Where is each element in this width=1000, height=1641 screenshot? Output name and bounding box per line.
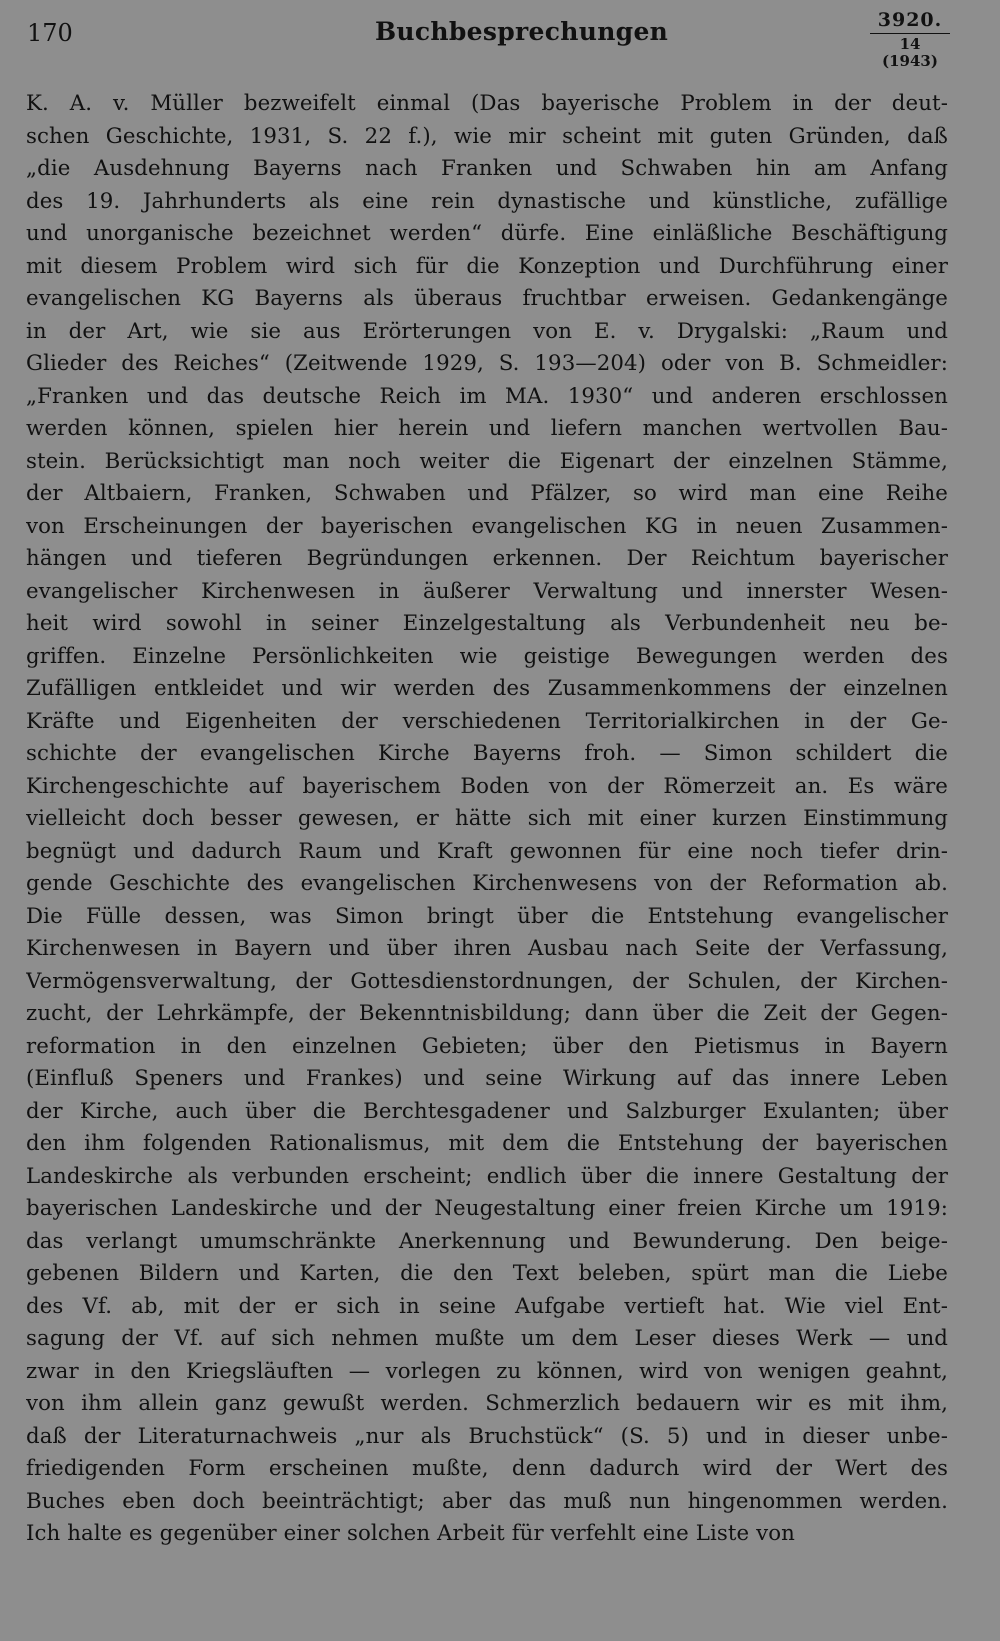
- text-line: werden können, spielen hier herein und liefern manchen wertvollen Bau-: [26, 416, 948, 441]
- text-line: „die Ausdehnung Bayerns nach Franken und Schwaben hin am Anfang: [26, 156, 948, 181]
- text-line: bayerischen Landeskirche und der Neugestaltung einer freien Kirche um 1919:: [26, 1196, 948, 1221]
- text-line: begnügt und dadurch Raum und Kraft gewonnen für eine noch tiefer drin-: [26, 838, 948, 864]
- text-line: den ihm folgenden Rationalismus, mit dem die Entstehung der bayerischen: [26, 1131, 948, 1156]
- journal-rule: [870, 33, 950, 34]
- text-line: vielleicht doch besser gewesen, er hätte sich mit einer kurzen Einstimmung: [26, 806, 948, 831]
- text-line: stein. Berücksichtigt man noch weiter die Eigenart der einzelnen Stämme,: [26, 448, 948, 474]
- text-line: und unorganische bezeichnet werden“ dürfe. Eine einläßliche Beschäftigung: [26, 221, 948, 246]
- text-line: das verlangt umumschränkte Anerkennung und Bewunderung. Den beige-: [26, 1228, 948, 1254]
- text-line: Glieder des Reiches“ (Zeitwende 1929, S. 193—204) oder von B. Schmeidler:: [26, 351, 948, 376]
- text-line: Zufälligen entkleidet und wir werden des Zusammenkommens der einzelnen: [26, 676, 948, 701]
- text-line: griffen. Einzelne Persönlichkeiten wie geistige Bewegungen werden des: [26, 643, 948, 669]
- text-line: heit wird sowohl in seiner Einzelgestaltung als Verbundenheit neu be-: [26, 611, 948, 636]
- journal-volume: 3920.: [877, 9, 943, 31]
- text-line: daß der Literaturnachweis „nur als Bruchstück“ (S. 5) und in dieser unbe-: [26, 1423, 948, 1449]
- text-line: Die Fülle dessen, was Simon bringt über die Entstehung evangelischer: [26, 903, 948, 929]
- text-line: friedigenden Form erscheinen mußte, denn dadurch wird der Wert des: [26, 1456, 948, 1481]
- text-line: von Erscheinungen der bayerischen evangelischen KG in neuen Zusammen-: [26, 513, 948, 539]
- journal-issue: 14 (1943): [882, 35, 938, 70]
- running-head: Buchbesprechungen: [375, 17, 669, 46]
- text-line: evangelischer Kirchenwesen in äußerer Verwaltung und innerster Wesen-: [26, 578, 948, 604]
- page-header: [0, 0, 1000, 70]
- text-line: sagung der Vf. auf sich nehmen mußte um dem Leser dieses Werk — und: [26, 1326, 948, 1351]
- text-line: hängen und tieferen Begründungen erkennen. Der Reichtum bayerischer: [26, 546, 948, 571]
- text-line: Kirchenwesen in Bayern und über ihren Ausbau nach Seite der Verfassung,: [26, 936, 948, 961]
- text-line: des 19. Jahrhunderts als eine rein dynastische und künstliche, zufällige: [26, 188, 948, 214]
- text-line: gende Geschichte des evangelischen Kirchenwesens von der Reformation ab.: [26, 871, 948, 896]
- text-line: der Kirche, auch über die Berchtesgadener und Salzburger Exulanten; über: [26, 1098, 948, 1124]
- body-text: [26, 88, 948, 1551]
- text-line: in der Art, wie sie aus Erörterungen von E. v. Drygalski: „Raum und: [26, 318, 948, 344]
- text-line: Landeskirche als verbunden erscheint; endlich über die innere Gestaltung der: [26, 1163, 948, 1189]
- text-line: gebenen Bildern und Karten, die den Text beleben, spürt man die Liebe: [26, 1261, 948, 1286]
- page-number: 170: [27, 19, 73, 47]
- text-line: mit diesem Problem wird sich für die Konzeption und Durchführung einer: [26, 253, 948, 279]
- text-line: zwar in den Kriegsläuften — vorlegen zu können, wird von wenigen geahnt,: [26, 1358, 948, 1384]
- text-line: Buches eben doch beeinträchtigt; aber das muß nun hingenommen werden.: [26, 1488, 948, 1514]
- text-line: des Vf. ab, mit der er sich in seine Aufgabe vertieft hat. Wie viel Ent-: [26, 1293, 948, 1319]
- text-line: schen Geschichte, 1931, S. 22 f.), wie mir scheint mit guten Gründen, daß: [26, 123, 948, 149]
- text-line: der Altbaiern, Franken, Schwaben und Pfälzer, so wird man eine Reihe: [26, 481, 948, 506]
- text-line: zucht, der Lehrkämpfe, der Bekenntnisbildung; dann über die Zeit der Gegen-: [26, 1001, 948, 1026]
- text-line: Ich halte es gegenüber einer solchen Arbeit für verfehlt eine Liste von: [26, 1521, 795, 1546]
- text-line: von ihm allein ganz gewußt werden. Schmerzlich bedauern wir es mit ihm,: [26, 1391, 948, 1416]
- journal-reference: [870, 8, 950, 70]
- text-line: Vermögensverwaltung, der Gottesdienstordnungen, der Schulen, der Kirchen-: [26, 968, 948, 994]
- text-line: „Franken und das deutsche Reich im MA. 1930“ und anderen erschlossen: [26, 383, 948, 409]
- text-line: K. A. v. Müller bezweifelt einmal (Das bayerische Problem in der deut-: [26, 91, 948, 116]
- text-line: (Einfluß Speners und Frankes) und seine Wirkung auf das innere Leben: [26, 1066, 948, 1091]
- text-line: evangelischen KG Bayerns als überaus fruchtbar erweisen. Gedankengänge: [26, 286, 948, 311]
- text-line: Kirchengeschichte auf bayerischem Boden von der Römerzeit an. Es wäre: [26, 773, 948, 799]
- text-line: schichte der evangelischen Kirche Bayerns froh. — Simon schildert die: [26, 741, 948, 766]
- text-line: reformation in den einzelnen Gebieten; über den Pietismus in Bayern: [26, 1033, 948, 1059]
- text-line: Kräfte und Eigenheiten der verschiedenen Territorialkirchen in der Ge-: [26, 708, 948, 734]
